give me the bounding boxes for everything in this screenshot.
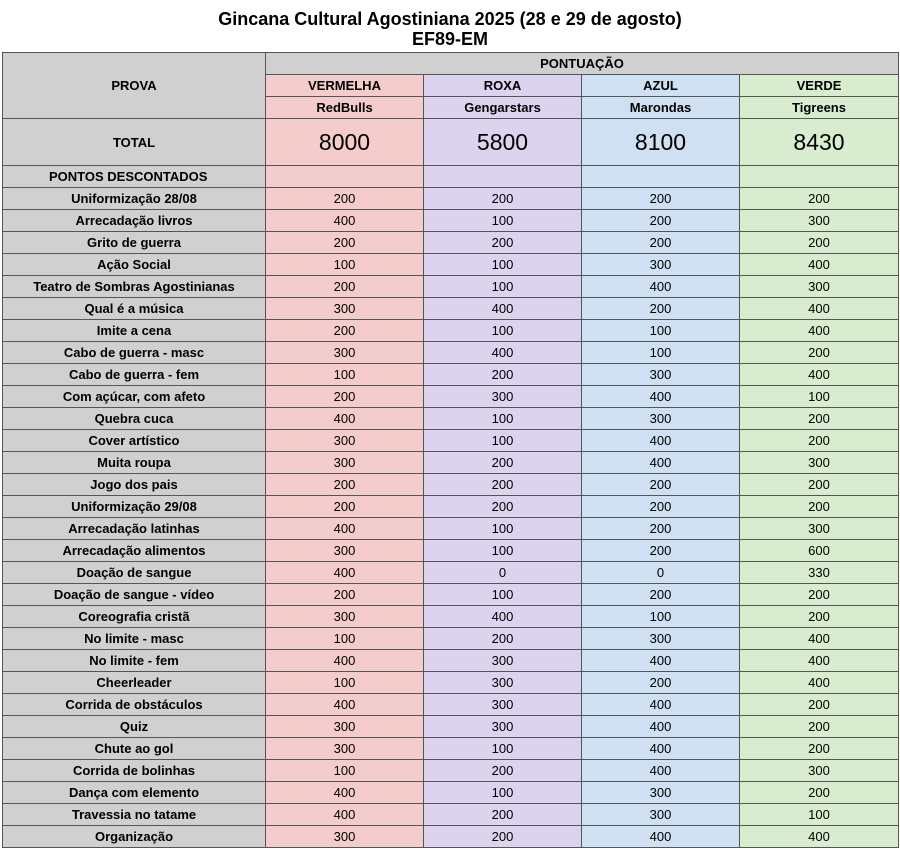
score-cell: 200 xyxy=(266,276,424,298)
table-row xyxy=(3,210,899,232)
score-cell: 400 xyxy=(740,672,899,694)
prova-name: Quebra cuca xyxy=(3,408,266,430)
score-cell: 330 xyxy=(740,562,899,584)
table-row xyxy=(3,496,899,518)
score-cell: 100 xyxy=(424,782,582,804)
header-row-pontuacao xyxy=(3,53,899,75)
score-cell: 200 xyxy=(582,232,740,254)
score-cell: 200 xyxy=(424,364,582,386)
score-cell: 400 xyxy=(582,650,740,672)
prova-name: Corrida de bolinhas xyxy=(3,760,266,782)
total-label: TOTAL xyxy=(3,119,266,166)
team-name-redbulls: RedBulls xyxy=(266,97,424,119)
empty-cell xyxy=(582,166,740,188)
score-cell: 300 xyxy=(266,738,424,760)
pontos-descontados-row xyxy=(3,166,899,188)
score-cell: 100 xyxy=(266,760,424,782)
score-cell: 400 xyxy=(740,320,899,342)
score-cell: 300 xyxy=(266,452,424,474)
score-cell: 200 xyxy=(582,518,740,540)
table-row xyxy=(3,298,899,320)
score-cell: 200 xyxy=(424,232,582,254)
score-cell: 100 xyxy=(424,518,582,540)
table-row xyxy=(3,650,899,672)
score-cell: 400 xyxy=(582,738,740,760)
total-value: 8100 xyxy=(582,119,740,166)
prova-name: Chute ao gol xyxy=(3,738,266,760)
table-row xyxy=(3,474,899,496)
score-cell: 300 xyxy=(266,606,424,628)
score-cell: 400 xyxy=(582,760,740,782)
table-row xyxy=(3,254,899,276)
prova-name: Cabo de guerra - masc xyxy=(3,342,266,364)
prova-name: Jogo dos pais xyxy=(3,474,266,496)
table-row xyxy=(3,364,899,386)
prova-name: Uniformização 29/08 xyxy=(3,496,266,518)
score-cell: 200 xyxy=(740,342,899,364)
table-row xyxy=(3,342,899,364)
score-cell: 300 xyxy=(582,408,740,430)
table-row xyxy=(3,716,899,738)
score-cell: 100 xyxy=(424,408,582,430)
score-cell: 200 xyxy=(424,760,582,782)
score-cell: 200 xyxy=(740,188,899,210)
score-cell: 400 xyxy=(582,452,740,474)
score-cell: 300 xyxy=(424,386,582,408)
score-cell: 400 xyxy=(740,254,899,276)
table-row xyxy=(3,606,899,628)
table-row xyxy=(3,804,899,826)
table-row xyxy=(3,430,899,452)
table-row xyxy=(3,694,899,716)
prova-name: Qual é a música xyxy=(3,298,266,320)
score-cell: 400 xyxy=(266,804,424,826)
score-cell: 200 xyxy=(266,188,424,210)
score-table xyxy=(2,52,899,848)
prova-name: Imite a cena xyxy=(3,320,266,342)
score-cell: 200 xyxy=(740,232,899,254)
score-cell: 300 xyxy=(582,782,740,804)
score-cell: 0 xyxy=(582,562,740,584)
prova-name: Doação de sangue - vídeo xyxy=(3,584,266,606)
table-row xyxy=(3,760,899,782)
score-cell: 300 xyxy=(424,716,582,738)
score-cell: 100 xyxy=(582,342,740,364)
empty-cell xyxy=(266,166,424,188)
prova-name: Coreografia cristã xyxy=(3,606,266,628)
total-value: 8430 xyxy=(740,119,899,166)
score-cell: 100 xyxy=(424,430,582,452)
page-title: Gincana Cultural Agostiniana 2025 (28 e 29 de agosto) xyxy=(218,9,682,29)
score-cell: 200 xyxy=(424,826,582,848)
total-value: 8000 xyxy=(266,119,424,166)
table-row xyxy=(3,562,899,584)
score-cell: 200 xyxy=(266,474,424,496)
score-cell: 400 xyxy=(582,430,740,452)
score-cell: 400 xyxy=(582,386,740,408)
score-cell: 400 xyxy=(266,650,424,672)
score-cell: 400 xyxy=(740,826,899,848)
score-cell: 400 xyxy=(582,694,740,716)
score-cell: 100 xyxy=(740,386,899,408)
color-header-vermelha: VERMELHA xyxy=(266,75,424,97)
score-cell: 400 xyxy=(582,276,740,298)
pontos-descontados-label: PONTOS DESCONTADOS xyxy=(3,166,266,188)
prova-name: Arrecadação livros xyxy=(3,210,266,232)
score-cell: 200 xyxy=(740,606,899,628)
prova-name: Corrida de obstáculos xyxy=(3,694,266,716)
score-cell: 100 xyxy=(424,254,582,276)
score-cell: 200 xyxy=(266,496,424,518)
prova-name: Arrecadação latinhas xyxy=(3,518,266,540)
prova-name: Muita roupa xyxy=(3,452,266,474)
score-cell: 200 xyxy=(740,408,899,430)
score-cell: 400 xyxy=(740,650,899,672)
prova-name: Grito de guerra xyxy=(3,232,266,254)
prova-name: No limite - masc xyxy=(3,628,266,650)
table-row xyxy=(3,452,899,474)
score-cell: 200 xyxy=(424,628,582,650)
score-cell: 200 xyxy=(582,474,740,496)
score-cell: 100 xyxy=(266,364,424,386)
table-row xyxy=(3,408,899,430)
color-header-azul: AZUL xyxy=(582,75,740,97)
score-cell: 400 xyxy=(740,364,899,386)
score-cell: 400 xyxy=(266,408,424,430)
table-row xyxy=(3,188,899,210)
score-cell: 300 xyxy=(740,452,899,474)
score-cell: 300 xyxy=(424,650,582,672)
score-cell: 200 xyxy=(740,430,899,452)
score-cell: 400 xyxy=(266,694,424,716)
prova-name: Dança com elemento xyxy=(3,782,266,804)
prova-name: Travessia no tatame xyxy=(3,804,266,826)
score-cell: 400 xyxy=(424,606,582,628)
table-row xyxy=(3,232,899,254)
score-cell: 300 xyxy=(582,628,740,650)
score-cell: 200 xyxy=(424,474,582,496)
table-row xyxy=(3,628,899,650)
table-row xyxy=(3,518,899,540)
score-cell: 300 xyxy=(266,298,424,320)
score-cell: 200 xyxy=(266,386,424,408)
score-cell: 400 xyxy=(582,826,740,848)
score-cell: 200 xyxy=(424,452,582,474)
score-cell: 200 xyxy=(582,210,740,232)
color-header-verde: VERDE xyxy=(740,75,899,97)
table-row xyxy=(3,386,899,408)
score-cell: 200 xyxy=(424,804,582,826)
score-cell: 300 xyxy=(740,760,899,782)
prova-name: Teatro de Sombras Agostinianas xyxy=(3,276,266,298)
total-row xyxy=(3,119,899,166)
score-cell: 300 xyxy=(582,364,740,386)
score-cell: 300 xyxy=(740,518,899,540)
score-cell: 200 xyxy=(424,188,582,210)
score-cell: 200 xyxy=(582,672,740,694)
score-cell: 400 xyxy=(740,628,899,650)
score-cell: 200 xyxy=(740,716,899,738)
score-cell: 100 xyxy=(266,254,424,276)
score-cell: 200 xyxy=(424,496,582,518)
score-rows xyxy=(3,188,899,848)
prova-name: Com açúcar, com afeto xyxy=(3,386,266,408)
prova-name: Ação Social xyxy=(3,254,266,276)
score-cell: 400 xyxy=(424,298,582,320)
score-cell: 100 xyxy=(582,320,740,342)
score-cell: 300 xyxy=(266,540,424,562)
total-value: 5800 xyxy=(424,119,582,166)
pontuacao-header: PONTUAÇÃO xyxy=(266,53,899,75)
score-cell: 300 xyxy=(266,430,424,452)
score-cell: 400 xyxy=(266,210,424,232)
score-cell: 300 xyxy=(582,804,740,826)
score-cell: 200 xyxy=(740,782,899,804)
table-row xyxy=(3,276,899,298)
table-row xyxy=(3,320,899,342)
score-cell: 200 xyxy=(740,496,899,518)
score-cell: 200 xyxy=(740,474,899,496)
table-row xyxy=(3,584,899,606)
score-cell: 100 xyxy=(266,628,424,650)
score-cell: 400 xyxy=(740,298,899,320)
score-cell: 200 xyxy=(266,584,424,606)
color-header-roxa: ROXA xyxy=(424,75,582,97)
score-cell: 200 xyxy=(582,496,740,518)
score-cell: 300 xyxy=(266,826,424,848)
table-row xyxy=(3,826,899,848)
score-cell: 100 xyxy=(424,320,582,342)
score-cell: 100 xyxy=(424,276,582,298)
prova-name: Doação de sangue xyxy=(3,562,266,584)
score-cell: 200 xyxy=(740,738,899,760)
prova-name: No limite - fem xyxy=(3,650,266,672)
team-name-marondas: Marondas xyxy=(582,97,740,119)
prova-name: Uniformização 28/08 xyxy=(3,188,266,210)
empty-cell xyxy=(424,166,582,188)
score-cell: 200 xyxy=(740,584,899,606)
score-cell: 400 xyxy=(266,562,424,584)
score-cell: 300 xyxy=(424,672,582,694)
score-cell: 200 xyxy=(740,694,899,716)
score-cell: 100 xyxy=(582,606,740,628)
score-cell: 200 xyxy=(266,232,424,254)
score-cell: 100 xyxy=(424,584,582,606)
score-cell: 300 xyxy=(582,254,740,276)
prova-name: Organização xyxy=(3,826,266,848)
prova-name: Arrecadação alimentos xyxy=(3,540,266,562)
score-cell: 200 xyxy=(582,540,740,562)
score-cell: 100 xyxy=(424,738,582,760)
score-cell: 200 xyxy=(266,320,424,342)
prova-name: Quiz xyxy=(3,716,266,738)
table-row xyxy=(3,782,899,804)
table-row xyxy=(3,672,899,694)
score-cell: 200 xyxy=(582,584,740,606)
score-cell: 0 xyxy=(424,562,582,584)
prova-name: Cover artístico xyxy=(3,430,266,452)
score-cell: 200 xyxy=(582,298,740,320)
table-row xyxy=(3,738,899,760)
team-name-gengarstars: Gengarstars xyxy=(424,97,582,119)
score-cell: 100 xyxy=(424,540,582,562)
team-name-tigreens: Tigreens xyxy=(740,97,899,119)
score-cell: 300 xyxy=(266,716,424,738)
score-cell: 400 xyxy=(266,782,424,804)
score-cell: 100 xyxy=(740,804,899,826)
table-row xyxy=(3,540,899,562)
score-cell: 300 xyxy=(424,694,582,716)
score-cell: 400 xyxy=(266,518,424,540)
score-cell: 200 xyxy=(582,188,740,210)
empty-cell xyxy=(740,166,899,188)
score-cell: 400 xyxy=(582,716,740,738)
score-cell: 400 xyxy=(424,342,582,364)
score-cell: 300 xyxy=(266,342,424,364)
prova-name: Cheerleader xyxy=(3,672,266,694)
score-cell: 100 xyxy=(266,672,424,694)
page-subtitle: EF89-EM xyxy=(411,29,489,49)
score-cell: 100 xyxy=(424,210,582,232)
prova-name: Cabo de guerra - fem xyxy=(3,364,266,386)
title-block xyxy=(0,0,900,52)
prova-header: PROVA xyxy=(3,53,266,119)
score-cell: 300 xyxy=(740,276,899,298)
score-cell: 300 xyxy=(740,210,899,232)
score-cell: 600 xyxy=(740,540,899,562)
